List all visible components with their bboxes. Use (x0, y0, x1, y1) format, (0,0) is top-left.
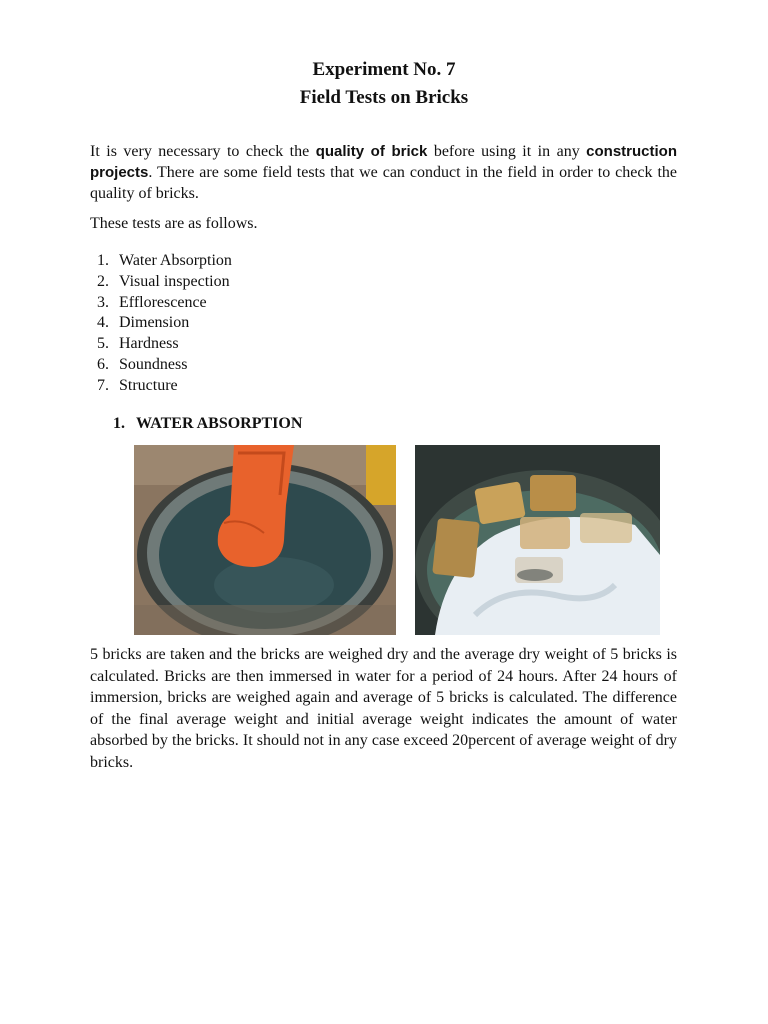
list-item-number: 5. (97, 335, 109, 353)
photo-bricks-in-water (415, 445, 660, 635)
list-item (97, 355, 232, 376)
section-number: 1. (113, 415, 125, 432)
list-item (97, 293, 232, 314)
list-item-number: 6. (97, 355, 109, 373)
photo-hand-in-drum-graphic (134, 445, 396, 635)
list-item (97, 313, 232, 334)
page-subtitle: Field Tests on Bricks (299, 87, 469, 108)
list-item-label: Efflorescence (119, 293, 207, 311)
list-item-label: Structure (119, 376, 178, 394)
list-item (97, 334, 232, 355)
list-item (97, 376, 232, 397)
list-item-label: Dimension (119, 314, 190, 332)
tests-list (97, 251, 232, 397)
list-item-label: Soundness (119, 355, 188, 373)
list-item-number: 7. (97, 376, 109, 394)
list-item-label: Visual inspection (119, 272, 230, 290)
list-item-number: 3. (97, 293, 109, 311)
section-heading-text: WATER ABSORPTION (136, 415, 303, 432)
section-heading (113, 415, 302, 433)
intro-text-3: . There are some field tests that we can conduct in the field in order to check the quality of bricks. (90, 164, 677, 202)
list-item (97, 251, 232, 272)
water-absorption-body: 5 bricks are taken and the bricks are weighed dry and the average dry weight of 5 bricks is calculated. Bricks are then immersed in water for a period of 24 hours. After 24 hours of immersion, bricks are weighed again and average of 5 bricks is calculated. The difference of the final average weight and initial average weight indicates the amount of water absorbed by the bricks. It should not in any case exceed 20percent of average weight of dry bricks. (90, 646, 677, 771)
list-item (97, 272, 232, 293)
intro-bold-construction: construction projects (90, 143, 678, 181)
page-title: Experiment No. 7 (312, 59, 456, 80)
list-item-number: 2. (97, 272, 109, 290)
list-item-number: 4. (97, 314, 109, 332)
intro-text-2: before using it in any (427, 143, 587, 160)
intro-bold-quality: quality of brick (315, 143, 428, 160)
intro-text-1: It is very necessary to check the (90, 143, 316, 160)
lead-in-text: These tests are as follows. (90, 215, 258, 232)
photo-hand-in-drum (134, 445, 396, 635)
intro-paragraph (90, 141, 677, 204)
list-item-label: Water Absorption (119, 252, 232, 269)
list-item-label: Hardness (119, 335, 179, 353)
photo-bricks-in-water-graphic (415, 445, 660, 635)
list-item-number: 1. (97, 252, 109, 269)
